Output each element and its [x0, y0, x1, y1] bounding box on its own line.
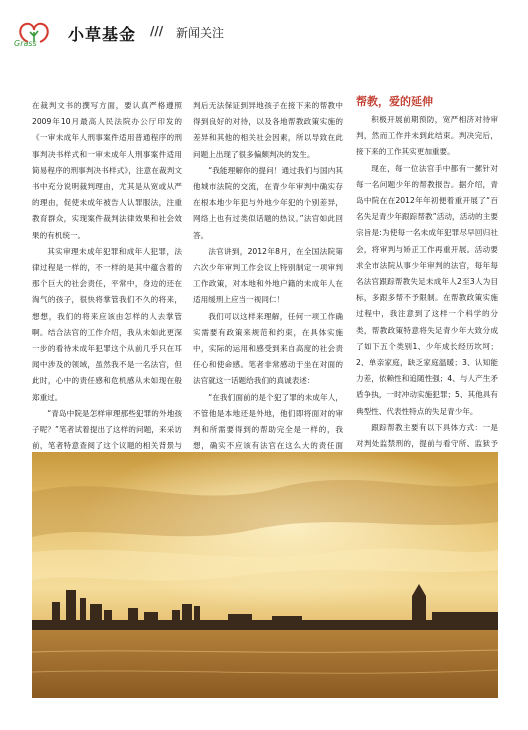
paragraph: 现在，每一位法官手中都有一摞针对每一名问题少年的帮教报告。据介绍，青岛中院在在2012年年初便着重开展了“百名失足青少年跟踪帮教”活动，活动的主要宗旨是:为使每一名未成年犯罪尽早回归社会，将审判与矫正工作再重开展。活动要求全市法院从事少年审判的法官，每年每名法官跟踪帮教失足未成年人2至3人为目标，多跟多帮不予限制。在帮教政策实施过程中，我注意到了这样一个科学的分类，帮教政策特意将失足青少年大致分成了如下五个类别1、少年成长经历坎坷；2、单亲家庭，缺乏家庭温暖；3、认知能力差，依赖性和追随性强；4、与人产生矛盾争执，一时冲动实施犯罪；5、其他具有典型性、代表性特点的失足青少年。: [356, 163, 498, 416]
paragraph: 法官讲到，2012年8月，在全国法院第六次少年审判工作会议上特别制定一项审判工作政策，对本地和外地户籍的未成年人在适用缓刑上应当一视同仁！: [193, 246, 343, 305]
paragraph: 我们可以这样来理解，任何一项工作确实需要有政策来规范和约束，在具体实施中，实际的运用和感受到来自高度的社会责任心和使命感。笔者非常感动于坐在对面的法官就这一话题给我们的真诚表述：: [193, 311, 343, 386]
page-header: [14, 18, 514, 48]
paragraph: “青岛中院是怎样审理那些犯罪的外地孩子呢？”笔者试着提出了这样的问题，来采访前，笔者特意查阅了这个议题的相关背景与: [32, 408, 182, 451]
paragraph: 跟踪帮教主要有以下具体方式：一是对判处监禁刑的，提前与看守所、监狱予: [356, 422, 498, 449]
subsection-heading: 帮教，爱的延伸: [356, 95, 433, 108]
paragraph: “我能理解你的提问！通过我们与国内其他城市法院的交流，在青少年审判中确实存在根本地少年犯与外地少年犯的个别差异，网络上也有过类似话题的热议。”法官如此回答。: [193, 165, 343, 240]
logo-text: Grass: [14, 39, 37, 48]
paragraph: 积极开展前期预防，宽严相济对待审判，然而工作并未到此结束。判决完后，接下来的工作其实更加重要。: [356, 115, 498, 157]
article-column-3: [356, 94, 498, 485]
sunset-skyline-photo: [32, 452, 498, 698]
article-column-1: [32, 98, 182, 471]
grass-logo-icon: [14, 18, 64, 48]
paragraph: 判后无法保证到异地孩子在接下来的帮教中得到良好的对待，以及各地帮教政策实施的差异和其他的相关社会因素，所以导致在此问题上出现了很多偏颇判决的发生。: [193, 101, 343, 159]
photo-illustration: [32, 452, 498, 698]
brand-name: 小草基金: [68, 25, 137, 44]
paragraph: 在裁判文书的撰写方面，要认真严格遵照2009年10月最高人民法院办公厅印发的《一审未成年人刑事案件适用普通程序的刑事判决书样式和一审未成年人刑事案件适用简易程序的刑事判决书样式》，注意在裁判文书中充分说明裁判理由，尤其是从宽或从严的理由，促使未成年被告人认罪服法，注重教育群众，实现案件裁判法律效果和社会效果的有机统一。: [32, 101, 182, 240]
article-column-2: [193, 98, 343, 471]
section-title: 新闻关注: [176, 26, 225, 40]
paragraph: “在我们面前的是个犯了罪的未成年人，不管他是本地还是外地，他们即将面对的审判和所需要得到的帮助完全是一样的，我想，确实不应该有法官在这么大的责任面: [193, 392, 343, 451]
header-separator: ///: [150, 24, 164, 38]
paragraph: 其实审理未成年犯罪和成年人犯罪，法律过程是一样的，不一样的是其中蕴含着的那个巨大的社会责任，平常中，身边的还在淘气的孩子，很快将掌管我们不久的将来，想想，我们的将来应该由怎样的人去掌管啊。结合法官的工作介绍，我从未如此更深一步的看待未成年犯罪这个从前几乎只在耳闻中涉及的领域，虽然我不是一名法官，但此时，心中的责任感和危机感从未如现在般郑重过。: [32, 246, 182, 402]
